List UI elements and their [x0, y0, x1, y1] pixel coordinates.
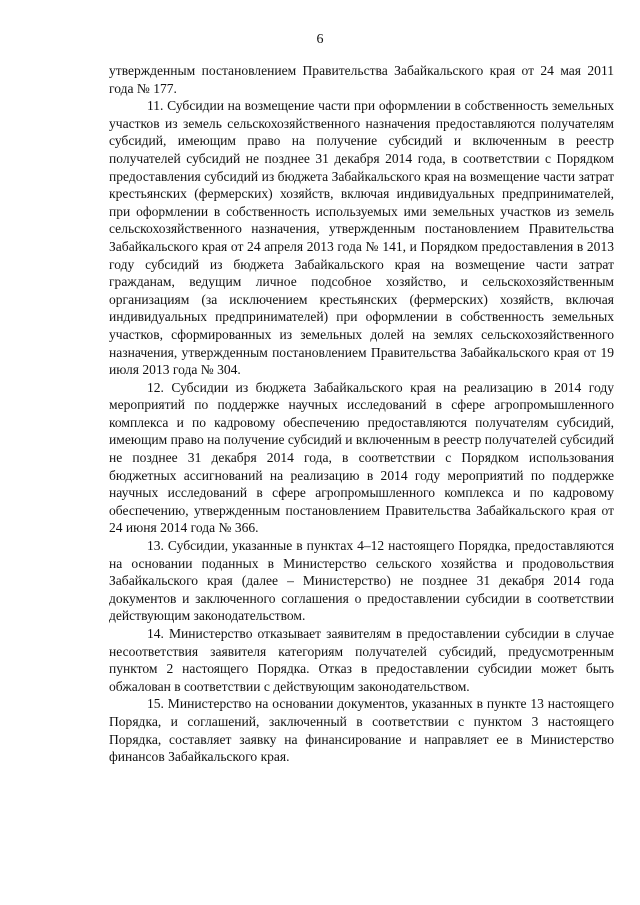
paragraph-15: 15. Министерство на основании документов, указанных в пункте 13 настоящего Порядка, и соглашений, заключенный в соответствии с пунктом 3 настоящего Порядка, составляет заявку на финансирование и направляет ее в Министерство финансов Забайкальского края. — [109, 696, 614, 765]
paragraph-11: 11. Субсидии на возмещение части при оформлении в собственность земельных участков из земель сельскохозяйственного назначения предоставляются получателям субсидий, имеющим право на получение субсидий и включенным в реестр получателей субсидий не позднее 31 декабря 2014 года, в соответствии с Порядком предоставления субсидий из бюджета Забайкальского края на возмещение части затрат крестьянских (фермерских) хозяйств, включая индивидуальных предпринимателей, при оформлении в собственность используемых ими земельных участков из земель сельскохозяйственного назначения, утвержденным постановлением Правительства Забайкальского края от 24 апреля 2013 года № 141, и Порядком предоставления в 2013 году субсидий из бюджета Забайкальского края на возмещение части затрат гражданам, ведущим личное подсобное хозяйство, и сельскохозяйственным организациям (за исключением крестьянских (фермерских) хозяйств, включая индивидуальных предпринимателей) при оформлении в собственность земельных участков, сформированных из земельных долей на землях сельскохозяйственного назначения, утвержденным постановлением Правительства Забайкальского края от 19 июля 2013 года № 304. — [109, 98, 614, 378]
paragraph-12: 12. Субсидии из бюджета Забайкальского края на реализацию в 2014 году мероприятий по поддержке научных исследований в сфере агропромышленного комплекса и по кадровому обеспечению предоставляются получателям субсидий, имеющим право на получение субсидий и включенным в реестр получателей субсидий не позднее 31 декабря 2014 года, в соответствии с Порядком использования бюджетных ассигнований на реализацию в 2014 году мероприятий по поддержке научных исследований в сфере агропромышленного комплекса и по кадровому обеспечению, утвержденным постановлением Правительства Забайкальского края от 24 июня 2014 года № 366. — [109, 379, 614, 536]
paragraph-continuation: утвержденным постановлением Правительства Забайкальского края от 24 мая 2011 года № 177. — [109, 63, 614, 96]
paragraph-14: 14. Министерство отказывает заявителям в предоставлении субсидии в случае несоответствия заявителя категориям получателей субсидий, предусмотренным пунктом 2 настоящего Порядка. Отказ в предоставлении субсидии может быть обжалован в соответствии с действующим законодательством. — [109, 626, 614, 694]
paragraph-13: 13. Субсидии, указанные в пунктах 4–12 настоящего Порядка, предоставляются на основании поданных в Министерство сельского хозяйства и продовольствия Забайкальского края (далее – Министерство) не позднее 31 декабря 2014 года документов и заключенного соглашения о предоставлении субсидии в соответствии действующим законодательством. — [109, 538, 614, 624]
page-number: 6 — [316, 32, 324, 47]
document-body — [109, 62, 614, 766]
